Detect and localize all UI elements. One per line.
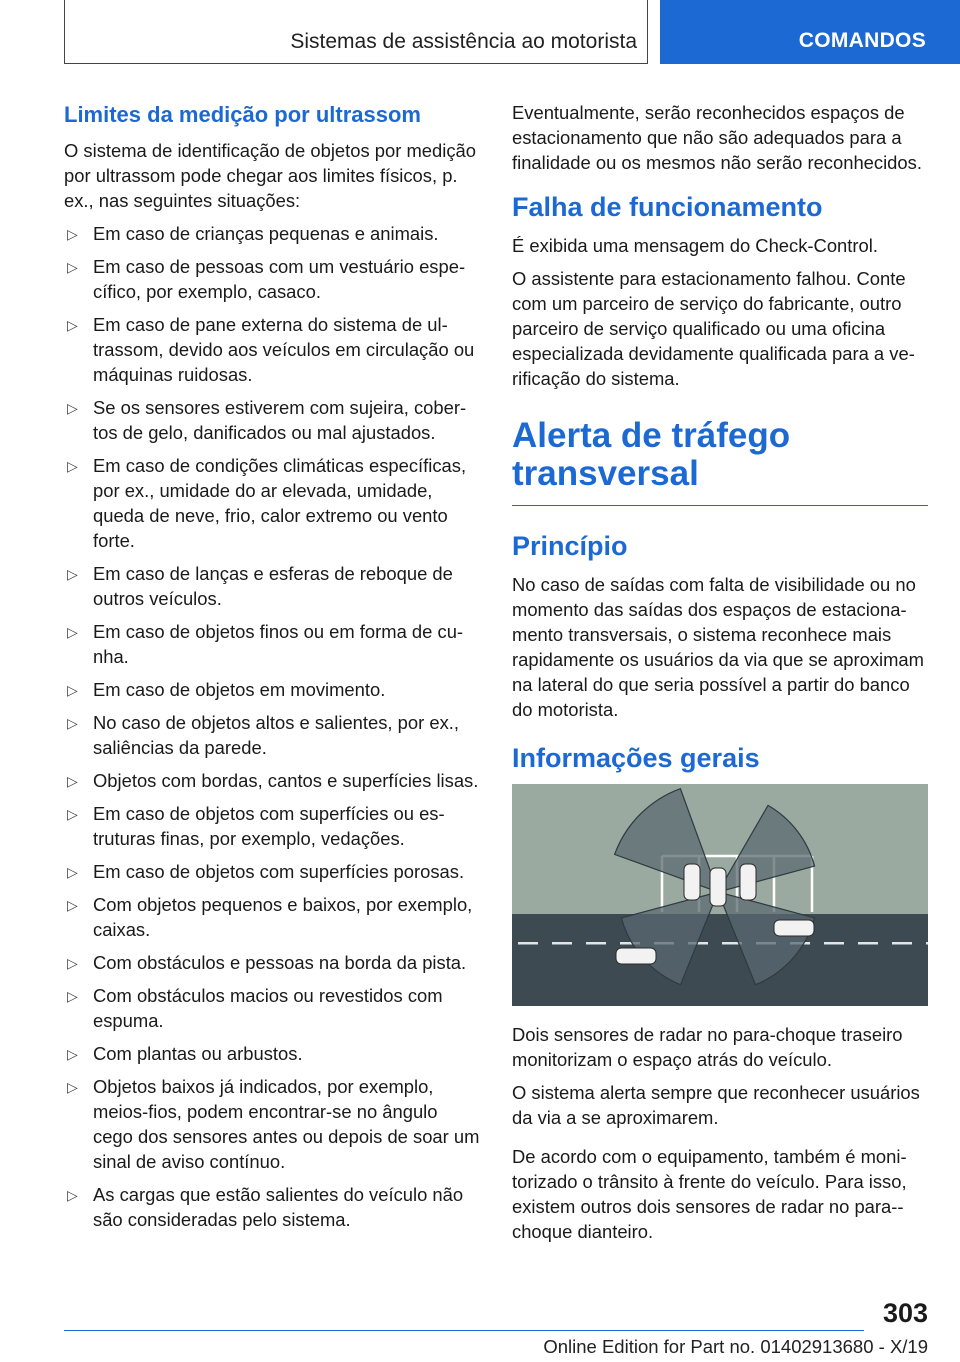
page-number: 303: [882, 1298, 928, 1328]
lane-dash: [858, 942, 878, 945]
limits-list-item: [64, 1182, 480, 1232]
bullet-triangle-icon: ▷: [67, 773, 78, 789]
limits-list-item: [64, 710, 480, 760]
bullet-triangle-icon: ▷: [67, 864, 78, 880]
limits-list: [64, 221, 480, 1232]
limits-list-item: [64, 950, 480, 975]
limits-list-item: [64, 1074, 480, 1174]
limits-list-item-text: Com objetos pequenos e baixos, por exemplo, caixas.: [93, 894, 473, 940]
lane-dash: [926, 942, 928, 945]
limits-list-item-text: Com obstáculos macios ou revestidos com espuma.: [93, 985, 443, 1031]
limits-list-item-text: Em caso de pane externa do sistema de ultrassom, devido aos veículos em circulação ou máquinas ruidosas.: [93, 314, 475, 385]
approaching-car-right: [774, 920, 814, 936]
ultrasound-intro: O sistema de identificação de objetos por medição por ultrassom pode chegar aos limites físicos, p. ex., nas seguintes situações:: [64, 140, 476, 211]
limits-list-item: [64, 619, 480, 669]
limits-list-item: [64, 221, 480, 246]
lane-dash: [586, 942, 606, 945]
principle-text: No caso de saídas com falta de visibilidade ou no momento das saídas dos espaços de estacionamento transversais, o sistema reconhece mais rapidamente os usuários da via que se aproximam na lateral do que seria possível a partir do banco do motorista.: [512, 574, 924, 720]
limits-list-item-text: Em caso de pessoas com um vestuário específico, por exemplo, casaco.: [93, 256, 466, 302]
limits-list-item: [64, 801, 480, 851]
limits-list-item-text: Se os sensores estiverem com sujeira, cobertos de gelo, danificados ou mal ajustados.: [93, 397, 467, 443]
bullet-triangle-icon: ▷: [67, 715, 78, 731]
parking-spaces-note: Eventualmente, serão reconhecidos espaços de estacionamento que não são adequados para a finalidade ou os mesmos não serão reconhecidos.: [512, 102, 922, 173]
bullet-triangle-icon: ▷: [67, 1079, 78, 1095]
bullet-triangle-icon: ▷: [67, 682, 78, 698]
chapter-heading-rule: [512, 505, 928, 506]
parked-car-left: [684, 864, 700, 900]
limits-list-item-text: Em caso de condições climáticas específicas, por ex., umidade do ar elevada, umidade, queda de neve, frio, calor extremo ou vento forte.: [93, 455, 467, 551]
figure-road: [512, 914, 928, 1006]
bullet-triangle-icon: ▷: [67, 955, 78, 971]
edition-note: Online Edition for Part no. 01402913680 - X/19: [543, 1336, 928, 1357]
bullet-triangle-icon: ▷: [67, 806, 78, 822]
bullet-triangle-icon: ▷: [67, 458, 78, 474]
right-column: [512, 100, 928, 1252]
header-frame: [64, 0, 648, 64]
front-radar-sensors: De acordo com o equipamento, também é monitorizado o trânsito à frente do veículo. Para isso, existem outros dois sensores de radar no para-choque dianteiro.: [512, 1146, 907, 1242]
section-heading-malfunction: Falha de funcionamento: [512, 192, 823, 222]
chapter-heading-cross-traffic: [512, 417, 928, 493]
limits-list-item-text: Com obstáculos e pessoas na borda da pista.: [93, 952, 467, 973]
bullet-triangle-icon: ▷: [67, 988, 78, 1004]
own-car: [710, 868, 726, 906]
limits-list-item-text: No caso de objetos altos e salientes, por ex., saliências da parede.: [93, 712, 459, 758]
footer-rule: [64, 1330, 864, 1331]
bullet-triangle-icon: ▷: [67, 317, 78, 333]
limits-list-item: [64, 768, 480, 793]
page-header: [0, 0, 960, 66]
lane-dash: [552, 942, 572, 945]
section-heading-ultrasound-limits: Limites da medição por ultrassom: [64, 102, 421, 127]
header-section-title: Sistemas de assistência ao motorista: [290, 30, 637, 53]
limits-list-item: [64, 561, 480, 611]
limits-list-item: [64, 1041, 480, 1066]
limits-list-item: [64, 254, 480, 304]
limits-list-item-text: Objetos com bordas, cantos e superfícies lisas.: [93, 770, 479, 791]
chapter-heading-line-2: transversal: [512, 454, 699, 493]
limits-list-item-text: As cargas que estão salientes do veículo não são consideradas pelo sistema.: [93, 1184, 464, 1230]
bullet-triangle-icon: ▷: [67, 1187, 78, 1203]
approaching-car-left: [616, 948, 656, 964]
bullet-triangle-icon: ▷: [67, 259, 78, 275]
bullet-triangle-icon: ▷: [67, 566, 78, 582]
limits-list-item-text: Em caso de lanças e esferas de reboque de outros veículos.: [93, 563, 453, 609]
malfunction-message: É exibida uma mensagem do Check-Control.: [512, 235, 878, 256]
lane-dash: [518, 942, 538, 945]
limits-list-item: [64, 892, 480, 942]
limits-list-item: [64, 395, 480, 445]
malfunction-details: O assistente para estacionamento falhou. Conte com um parceiro de serviço do fabricante, outro parceiro de serviço qualificado ou uma oficina especializada devidamente qualificada para a verificação do sistema.: [512, 268, 915, 389]
bullet-triangle-icon: ▷: [67, 400, 78, 416]
limits-list-item: [64, 983, 480, 1033]
limits-list-item-text: Objetos baixos já indicados, por exemplo, meios-fios, podem encontrar-se no ângulo cego dos sensores antes ou depois de soar um sinal de aviso contínuo.: [93, 1076, 480, 1172]
chapter-heading-line-1: Alerta de tráfego: [512, 416, 791, 455]
rear-radar-sensors: Dois sensores de radar no para-choque traseiro monitorizam o espaço atrás do veículo.: [512, 1024, 903, 1070]
header-chapter-tab: [660, 0, 960, 64]
limits-list-item: [64, 312, 480, 387]
limits-list-item: [64, 677, 480, 702]
lane-dash: [824, 942, 844, 945]
bullet-triangle-icon: ▷: [67, 226, 78, 242]
section-heading-principle: Princípio: [512, 531, 628, 561]
limits-list-item: [64, 859, 480, 884]
limits-list-item: [64, 453, 480, 553]
limits-list-item-text: Em caso de objetos em movimento.: [93, 679, 386, 700]
limits-list-item-text: Com plantas ou arbustos.: [93, 1043, 303, 1064]
limits-list-item-text: Em caso de crianças pequenas e animais.: [93, 223, 439, 244]
warning-behaviour: O sistema alerta sempre que reconhecer usuários da via a se aproximarem.: [512, 1082, 920, 1128]
left-column: [64, 100, 480, 1240]
bullet-triangle-icon: ▷: [67, 1046, 78, 1062]
cross-traffic-radar-figure: [512, 784, 928, 1006]
page-footer: [0, 1290, 960, 1362]
bullet-triangle-icon: ▷: [67, 897, 78, 913]
bullet-triangle-icon: ▷: [67, 624, 78, 640]
parked-car-right: [740, 864, 756, 900]
header-chapter-label: COMANDOS: [798, 29, 926, 52]
limits-list-item-text: Em caso de objetos com superfícies ou estruturas finas, por exemplo, vedações.: [93, 803, 445, 849]
limits-list-item-text: Em caso de objetos finos ou em forma de cunha.: [93, 621, 464, 667]
section-heading-general-info: Informações gerais: [512, 743, 760, 773]
lane-dash: [892, 942, 912, 945]
limits-list-item-text: Em caso de objetos com superfícies porosas.: [93, 861, 465, 882]
